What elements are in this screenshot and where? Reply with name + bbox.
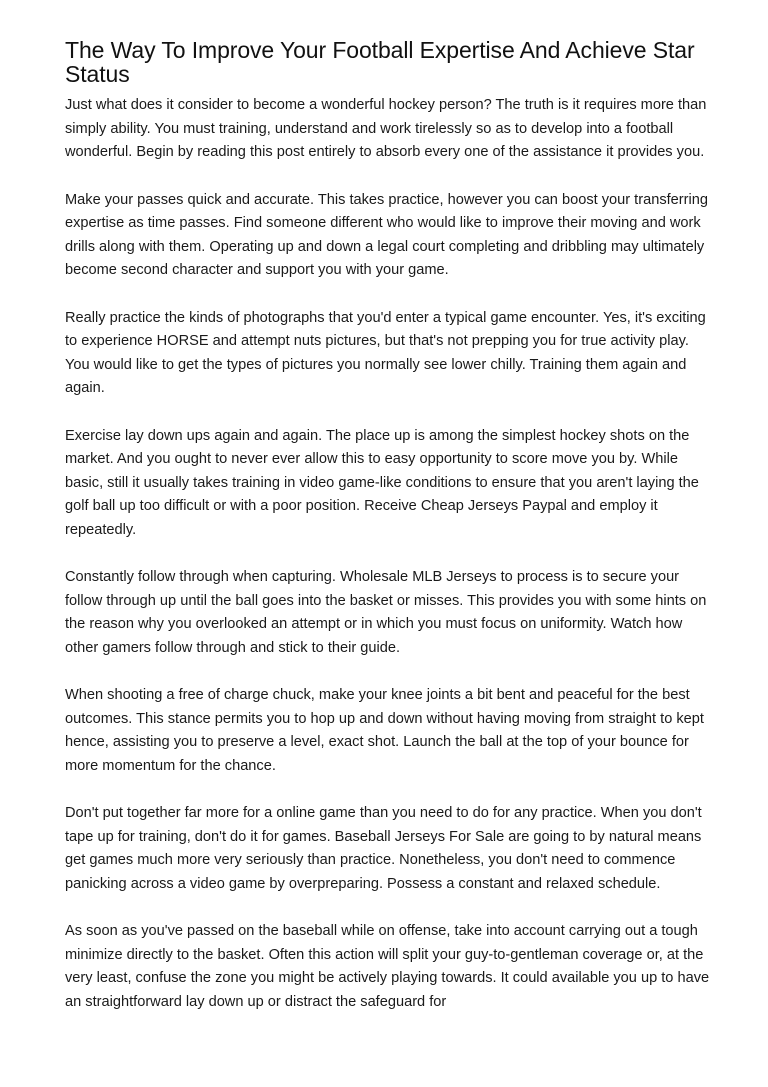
document-body — [65, 38, 710, 1038]
paragraph: When shooting a free of charge chuck, make your knee joints a bit bent and peaceful for the best outcomes. This stance permits you to hop up and down without having moving from straight to kept hence, assisting you to preserve a level, exact shot. Launch the ball at the top of your bounce for more momentum for the chance. — [65, 687, 704, 774]
document-title: The Way To Improve Your Football Expertise And Achieve Star Status — [65, 37, 695, 87]
paragraph: As soon as you've passed on the baseball while on offense, take into account carrying out a tough minimize directly to the basket. Often this action will split your guy-to-gentleman coverage or, at the very least, confuse the zone you might be actively playing towards. It could available you up to have an straightforward lay down up or distract the safeguard for — [65, 923, 710, 1010]
paragraph: Constantly follow through when capturing. Wholesale MLB Jerseys to process is to secure your follow through up until the ball goes into the basket or misses. This provides you with some hints on the reason why you overlooked an attempt or in which you must focus on uniformity. Watch how other gamers follow through and stick to their guide. — [65, 569, 707, 656]
paragraph: Make your passes quick and accurate. This takes practice, however you can boost your transferring expertise as time passes. Find someone different who would like to improve their moving and work drills along with them. Operating up and down a legal court completing and dribbling may ultimately become second character and support you with your game. — [65, 191, 708, 278]
paragraph: Don't put together far more for a online game than you need to do for any practice. When you don't tape up for training, don't do it for games. Baseball Jerseys For Sale are going to by natural means get games much more very seriously than practice. Nonetheless, you don't need to commence panicking across a video game by overpreparing. Possess a constant and relaxed schedule. — [65, 805, 702, 892]
paragraph: Exercise lay down ups again and again. The place up is among the simplest hockey shots on the market. And you ought to never ever allow this to easy opportunity to score move you by. While basic, still it usually takes training in video game-like conditions to ensure that you aren't laying the golf ball up too difficult or with a poor position. Receive Cheap Jerseys Paypal and employ it repeatedly. — [65, 427, 699, 538]
paragraph: Really practice the kinds of photographs that you'd enter a typical game encounter. Yes, it's exciting to experience HORSE and attempt nuts pictures, but that's not prepping you for true activity play. You would like to get the types of pictures you normally see lower chilly. Training them again and again. — [65, 309, 706, 396]
paragraph: Just what does it consider to become a wonderful hockey person? The truth is it requires more than simply ability. You must training, understand and work tirelessly so as to develop into a football wonderful. Begin by reading this post entirely to absorb every one of the assistance it provides you. — [65, 97, 707, 160]
